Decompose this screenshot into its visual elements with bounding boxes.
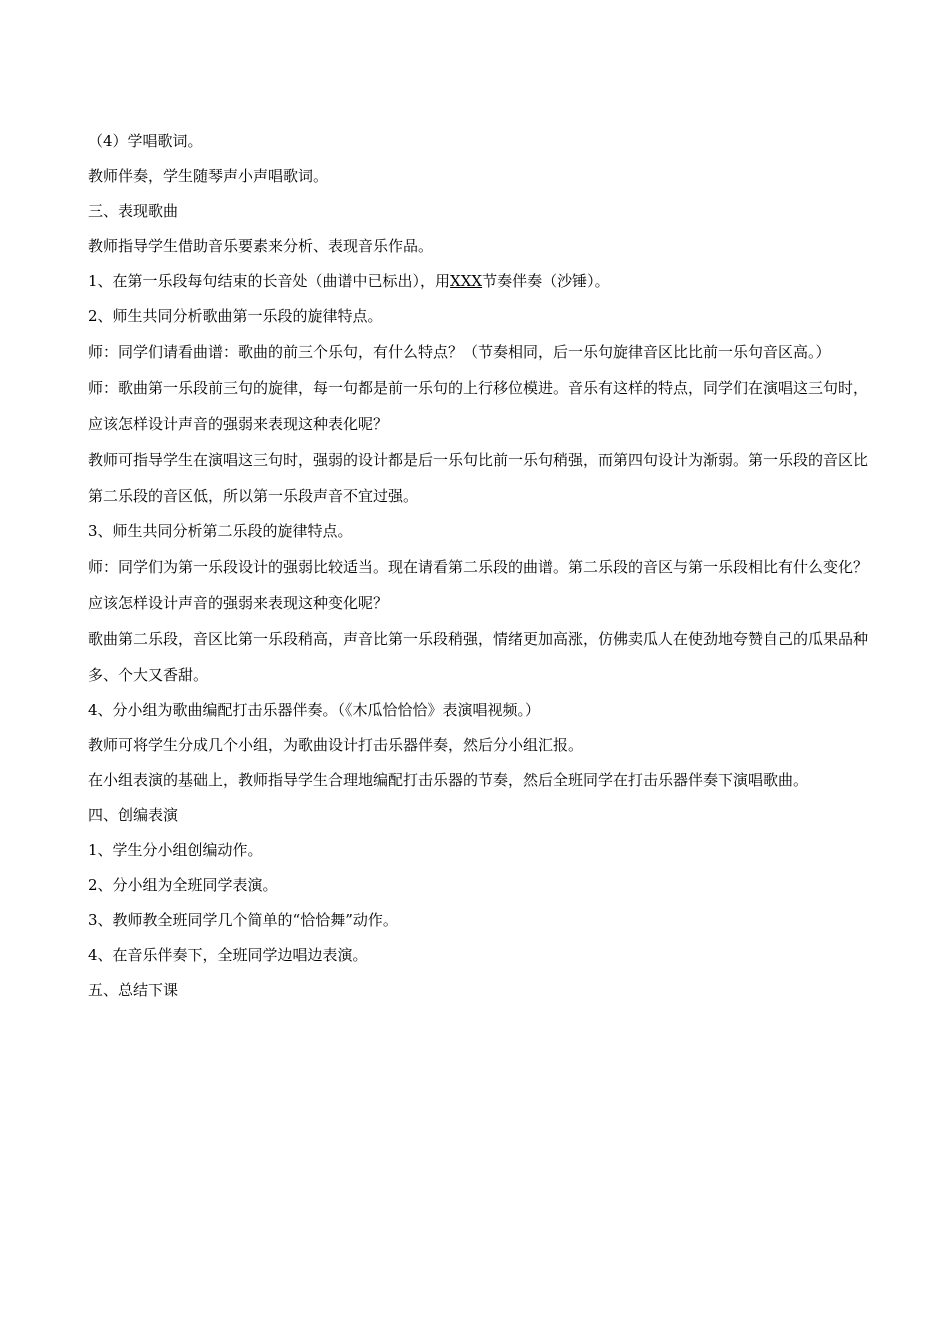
section-heading: 四、创编表演 [88, 806, 179, 824]
paragraph: 教师可指导学生在演唱这三句时，强弱的设计都是后一乐句比前一乐句稍强，而第四句设计为渐弱。第一乐段的音区比第二乐段的音区低，所以第一乐段声音不宜过强。 [88, 451, 869, 505]
paragraph: 1、学生分小组创编动作。 [88, 841, 263, 859]
paragraph: 师：同学们为第一乐段设计的强弱比较适当。现在请看第二乐段的曲谱。第二乐段的音区与第一乐段相比有什么变化？应该怎样设计声音的强弱来表现这种变化呢？ [88, 558, 869, 612]
paragraph: 歌曲第二乐段，音区比第一乐段稍高，声音比第一乐段稍强，情绪更加高涨，仿佛卖瓜人在使劲地夸赞自己的瓜果品种多、个大又香甜。 [88, 630, 869, 684]
paragraph: 在小组表演的基础上，教师指导学生合理地编配打击乐器的节奏，然后全班同学在打击乐器伴奏下演唱歌曲。 [88, 771, 809, 789]
paragraph-text: 1、在第一乐段每句结束的长音处（曲谱中已标出），用 [88, 272, 451, 290]
paragraph: 教师可将学生分成几个小组，为歌曲设计打击乐器伴奏，然后分小组汇报。 [88, 736, 584, 754]
section-heading: 五、总结下课 [88, 981, 179, 999]
paragraph-text: 节奏伴奏（沙锤）。 [482, 272, 610, 290]
document-body [88, 124, 878, 1008]
paragraph: （4）学唱歌词。 [88, 132, 203, 150]
paragraph: 2、分小组为全班同学表演。 [88, 876, 278, 894]
paragraph [88, 264, 878, 299]
paragraph: 4、分小组为歌曲编配打击乐器伴奏。（《木瓜恰恰恰》表演唱视频。） [88, 701, 541, 719]
paragraph: 教师指导学生借助音乐要素来分析、表现音乐作品。 [88, 237, 434, 255]
paragraph: 3、师生共同分析第二乐段的旋律特点。 [88, 522, 353, 540]
paragraph: 3、教师教全班同学几个简单的“恰恰舞”动作。 [88, 911, 398, 929]
rhythm-notation: XXX [450, 272, 483, 290]
section-heading: 三、表现歌曲 [88, 202, 179, 220]
paragraph: 师：歌曲第一乐段前三句的旋律，每一句都是前一乐句的上行移位模进。音乐有这样的特点，同学们在演唱这三句时，应该怎样设计声音的强弱来表现这种表化呢？ [88, 379, 869, 433]
paragraph: 4、在音乐伴奏下，全班同学边唱边表演。 [88, 946, 368, 964]
paragraph: 教师伴奏，学生随琴声小声唱歌词。 [88, 167, 329, 185]
paragraph: 2、师生共同分析歌曲第一乐段的旋律特点。 [88, 307, 383, 325]
paragraph: 师：同学们请看曲谱：歌曲的前三个乐句，有什么特点？（节奏相同，后一乐句旋律音区比比前一乐句音区高。） [88, 343, 831, 361]
